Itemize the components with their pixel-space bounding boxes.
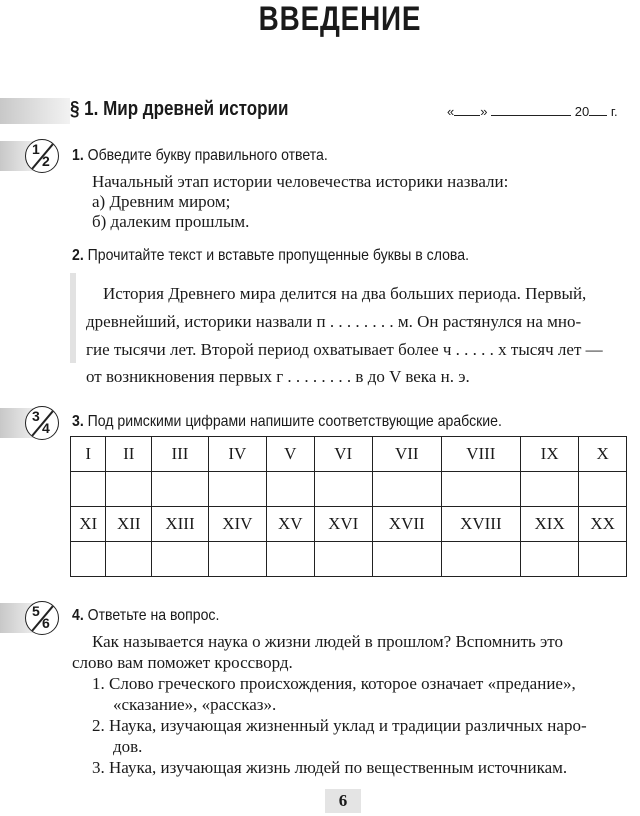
roman-numeral-cell: XIV <box>208 507 266 542</box>
section-band <box>0 98 70 124</box>
answer-cell[interactable] <box>266 472 314 507</box>
task-2-heading: 2. Прочитайте текст и вставьте пропущенные буквы в слова. <box>72 247 469 264</box>
answer-cell[interactable] <box>152 542 208 577</box>
task-2-text-line: История Древнего мира делится на два больших периода. Первый, <box>103 284 587 303</box>
task-4-heading: 4. Ответьте на вопрос. <box>72 607 220 624</box>
page-title: ВВЕДЕНИЕ <box>258 0 422 38</box>
answer-cell[interactable] <box>106 472 152 507</box>
task-2-text-line: гие тысячи лет. Второй период охватывает более ч . . . . . х тысяч лет — <box>86 340 603 359</box>
roman-numeral-cell: I <box>71 437 106 472</box>
answer-cell[interactable] <box>152 472 208 507</box>
roman-numeral-cell: XVIII <box>441 507 520 542</box>
text-sidebar <box>70 273 76 363</box>
task-4-question: слово вам поможет кроссворд. <box>72 653 293 672</box>
date-field[interactable]: « » 20 г. <box>447 104 618 119</box>
answer-cell[interactable] <box>521 542 579 577</box>
answer-cell[interactable] <box>372 542 441 577</box>
roman-numeral-cell: IV <box>208 437 266 472</box>
roman-numeral-cell: XI <box>71 507 106 542</box>
crossword-clue-1: 1. Слово греческого происхождения, которое означает «предание», <box>92 674 576 693</box>
task-4-question: Как называется наука о жизни людей в прошлом? Вспомнить это <box>92 632 564 651</box>
roman-numerals-table <box>70 436 627 577</box>
roman-numeral-cell: VI <box>314 437 372 472</box>
answer-cell[interactable] <box>208 472 266 507</box>
answer-cell[interactable] <box>314 542 372 577</box>
task-1-heading: 1. Обведите букву правильного ответа. <box>72 147 328 164</box>
answer-cell[interactable] <box>579 542 627 577</box>
crossword-clue-3: 3. Наука, изучающая жизнь людей по вещественным источникам. <box>92 758 568 777</box>
answer-cell[interactable] <box>441 542 520 577</box>
roman-numeral-cell: VIII <box>441 437 520 472</box>
roman-numeral-cell: V <box>266 437 314 472</box>
answer-cell[interactable] <box>441 472 520 507</box>
crossword-clue-1: «сказание», «рассказ». <box>113 695 277 714</box>
answer-cell[interactable] <box>71 472 106 507</box>
roman-numeral-cell: XIII <box>152 507 208 542</box>
task-2-text-line: древнейший, историки назвали п . . . . . . . . м. Он растянулся на мно- <box>86 312 582 331</box>
answer-option-a[interactable]: а) Древним миром; <box>92 192 231 211</box>
roman-numeral-cell: X <box>579 437 627 472</box>
answer-cell[interactable] <box>372 472 441 507</box>
task-3-heading: 3. Под римскими цифрами напишите соответствующие арабские. <box>72 413 502 430</box>
roman-numeral-cell: XII <box>106 507 152 542</box>
task-1-question: Начальный этап истории человечества историки назвали: <box>92 172 509 191</box>
crossword-clue-2: дов. <box>113 737 143 756</box>
roman-numeral-cell: XIX <box>521 507 579 542</box>
roman-numeral-cell: II <box>106 437 152 472</box>
crossword-clue-2: 2. Наука, изучающая жизненный уклад и традиции различных наро- <box>92 716 587 735</box>
score-badge: 3 4 <box>25 406 59 440</box>
answer-cell[interactable] <box>208 542 266 577</box>
page-number: 6 <box>325 789 361 813</box>
answer-cell[interactable] <box>579 472 627 507</box>
answer-cell[interactable] <box>106 542 152 577</box>
roman-numeral-cell: III <box>152 437 208 472</box>
task-2-text-line: от возникновения первых г . . . . . . . . в до V века н. э. <box>86 367 470 386</box>
roman-numeral-cell: XVII <box>372 507 441 542</box>
answer-cell[interactable] <box>266 542 314 577</box>
answer-cell[interactable] <box>314 472 372 507</box>
answer-option-b[interactable]: б) далеким прошлым. <box>92 212 250 231</box>
answer-cell[interactable] <box>71 542 106 577</box>
roman-numeral-cell: XX <box>579 507 627 542</box>
answer-cell[interactable] <box>521 472 579 507</box>
roman-numeral-cell: IX <box>521 437 579 472</box>
roman-numeral-cell: VII <box>372 437 441 472</box>
score-badge: 5 6 <box>25 601 59 635</box>
roman-numeral-cell: XV <box>266 507 314 542</box>
score-badge: 1 2 <box>25 139 59 173</box>
section-heading: § 1. Мир древней истории <box>70 98 289 120</box>
roman-numeral-cell: XVI <box>314 507 372 542</box>
